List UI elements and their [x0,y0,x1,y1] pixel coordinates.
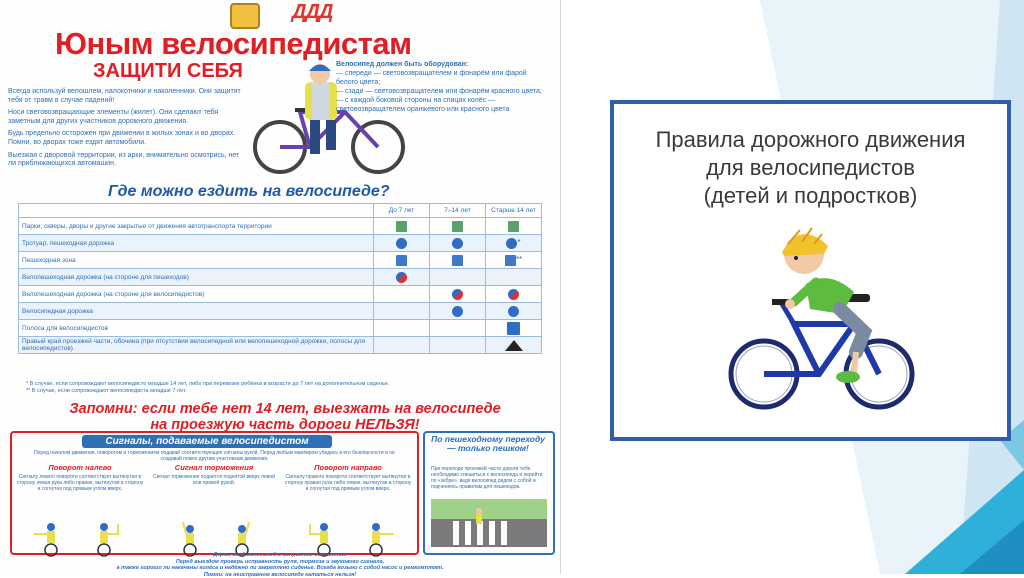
table-cell-sign [430,337,486,354]
table-row [19,235,542,252]
poster-footer [30,552,530,578]
table-cell-place: Велосипедная дорожка [19,303,374,320]
road-sign-icon [396,221,407,232]
table-cell-sign [374,269,430,286]
road-sign-icon [452,255,463,266]
table-header: До 7 лет [374,204,430,218]
road-sign-icon [452,306,463,317]
table-cell-sign [486,303,542,320]
table-note: * В случае, если сопровождают велосипедисто младше 14 лет, либо при перевозке ребёнка в возрасте до 7 лет на дополнительном сиденье. [26,381,389,388]
where-to-ride-table [18,203,542,354]
table-header-row [19,204,542,218]
safety-tip: Всегда используй велошлем, налокотники и наколенники. Они защитят тебя от травм в случае падений! [8,88,248,105]
table-cell-sign [374,252,430,269]
table-row [19,218,542,235]
table-notes [26,381,389,395]
table-cell-sign [486,337,542,354]
table-cell-sign [486,320,542,337]
pedestrian-text: При переходе проезжей части дороги тебе необходимо спешиться с велосипеда и перейти по «зебре», ведя велосипед рядом с собой и подчиняясь правилам для пешеходов. [431,466,547,490]
slide-title-frame [610,100,1011,441]
safety-tip: Носи световозвращающие элементы (жилет). Они сделают тебя заметным для других участников дорожного движения. [8,109,248,126]
table-cell-sign [430,320,486,337]
table-row [19,303,542,320]
road-sign-icon [396,272,407,283]
road-sign-icon [396,255,407,266]
table-header: Старше 14 лет [486,204,542,218]
table-body [19,218,542,354]
boy-on-bicycle-illustration [724,214,924,414]
table-cell-place: Пешеходная зона [19,252,374,269]
table-row [19,337,542,354]
table-cell-sign [430,286,486,303]
table-cell-sign [430,303,486,320]
road-sign-icon [452,238,463,249]
dad-logo: ДДД [292,1,332,24]
equipment-heading: Велосипед должен быть оборудован: [336,60,546,69]
table-cell-sign [486,235,542,252]
equipment-item: — спереди — световозвращателем и фонарём или фарой белого цвета; [336,69,546,87]
table-cell-sign [486,286,542,303]
table-cell-place: Велопешеходная дорожка (на стороне для велосипедистов) [19,286,374,303]
road-sign-icon [508,306,519,317]
signal-heading: Поворот направо [284,463,412,472]
table-cell-sign [430,252,486,269]
table-header: 7–14 лет [430,204,486,218]
footnote-mark: ** [516,255,522,264]
signals-title: Сигналы, подаваемые велосипедистом [82,435,332,448]
zebra-crossing-illustration [431,499,547,547]
table-cell-place: Полоса для велосипедистов [19,320,374,337]
footer-line: Помни: на неисправном велосипеде кататься нельзя! [30,572,530,578]
slide-title-line: для велосипедистов [614,154,1007,182]
table-cell-sign [486,269,542,286]
table-row [19,252,542,269]
slide-title [614,126,1007,210]
signal-text: Сигналу левого поворота соответствует вытянутая в сторону левая рука либо правая, вытянутая в сторону и согнутая под прямым углом вверх. [16,474,144,492]
table-cell-sign [374,303,430,320]
table-cell-place: Тротуар, пешеходная дорожка [19,235,374,252]
road-sign-icon [506,238,517,249]
table-row [19,286,542,303]
pedestrian-title: По пешеходному переходу — только пешком! [429,435,547,453]
footer-line: Перед выездом проверь исправность руля, тормоза и звукового сигнала, [30,559,530,566]
poster-title: Юным велосипедистам [55,26,412,62]
table-header [19,204,374,218]
equipment-list [336,60,546,114]
safety-tip: Будь предельно осторожен при движении в жилых зонах и во дворах. Помни, во дворах тоже ездят автомобили. [8,130,248,147]
safety-tip: Выезжая с дворовой территории, из арки, внимательно осмотрись, нет ли приближающихся автомашин. [8,152,248,169]
table-cell-sign [486,252,542,269]
road-sign-icon [505,255,516,266]
table-cell-sign [486,218,542,235]
signals-intro: Перед началом движения, поворотом и торможением подавай соответствующие сигналы рукой. Перед любым манёвром убедись в его безопасности и не создавай помех другим участникам движения. [32,450,397,462]
table-cell-sign [374,235,430,252]
signal-text: Сигналу правого поворота соответствует вытянутая в сторону правая рука либо левая, вытянутая в сторону и согнутая под прямым углом вверх. [284,474,412,492]
road-sign-icon [452,221,463,232]
footer-line: а также хорошо ли накачаны колёса и надёжно ли закреплено сиденье. Всегда возьми с собой насос и ремкомплект. [30,565,530,572]
safety-tips [8,88,248,173]
table-cell-place: Правый край проезжей части, обочина (при отсутствии велосипедной или велопешеходной дорожки, полосы для велосипедистов) [19,337,374,354]
pedestrian-crossing-box [423,431,555,555]
slide-title-line: Правила дорожного движения [614,126,1007,154]
signal-right-turn [284,463,412,492]
table-cell-sign [374,337,430,354]
signal-heading: Поворот налево [16,463,144,472]
slide-title-line: (детей и подростков) [614,182,1007,210]
signal-heading: Сигнал торможения [150,463,278,472]
table-cell-sign [374,218,430,235]
age-warning [30,401,540,433]
road-sign-icon [507,322,520,335]
road-sign-icon [508,289,519,300]
footnote-mark: * [517,238,520,247]
signal-left-turn [16,463,144,492]
road-sign-icon [508,221,519,232]
table-cell-sign [430,269,486,286]
equipment-item: — с каждой боковой стороны на спицах колёс — световозвращателем оранжевого или красного цвета [336,96,546,114]
age-warning-line: Запомни: если тебе нет 14 лет, выезжать на велосипеде [30,401,540,417]
table-cell-place: Велопешеходная дорожка (на стороне для пешеходов) [19,269,374,286]
signal-text: Сигнал торможения подаётся поднятой вверх левой или правой рукой. [150,474,278,486]
footer-line: Держи свой велосипед в исправном состоянии. [30,552,530,559]
signal-braking [150,463,278,486]
road-sign-icon [505,340,523,351]
table-cell-place: Парки, скверы, дворы и другие закрытые от движения автотранспорта территории [19,218,374,235]
equipment-item: — сзади — световозвращателем или фонарём красного цвета; [336,87,546,96]
table-cell-sign [374,320,430,337]
table-note: ** В случае, если сопровождают велосипедиста младше 7 лет. [26,388,389,395]
table-row [19,269,542,286]
table-row [19,320,542,337]
table-cell-sign [430,235,486,252]
table-cell-sign [374,286,430,303]
road-sign-icon [452,289,463,300]
cyclist-signals-box [10,431,419,555]
poster-subtitle: ЗАЩИТИ СЕБЯ [93,60,243,83]
table-cell-sign [430,218,486,235]
where-to-ride-heading: Где можно ездить на велосипеде? [108,183,390,201]
road-sign-icon [396,238,407,249]
age-warning-line: на проезжую часть дороги НЕЛЬЗЯ! [30,417,540,433]
